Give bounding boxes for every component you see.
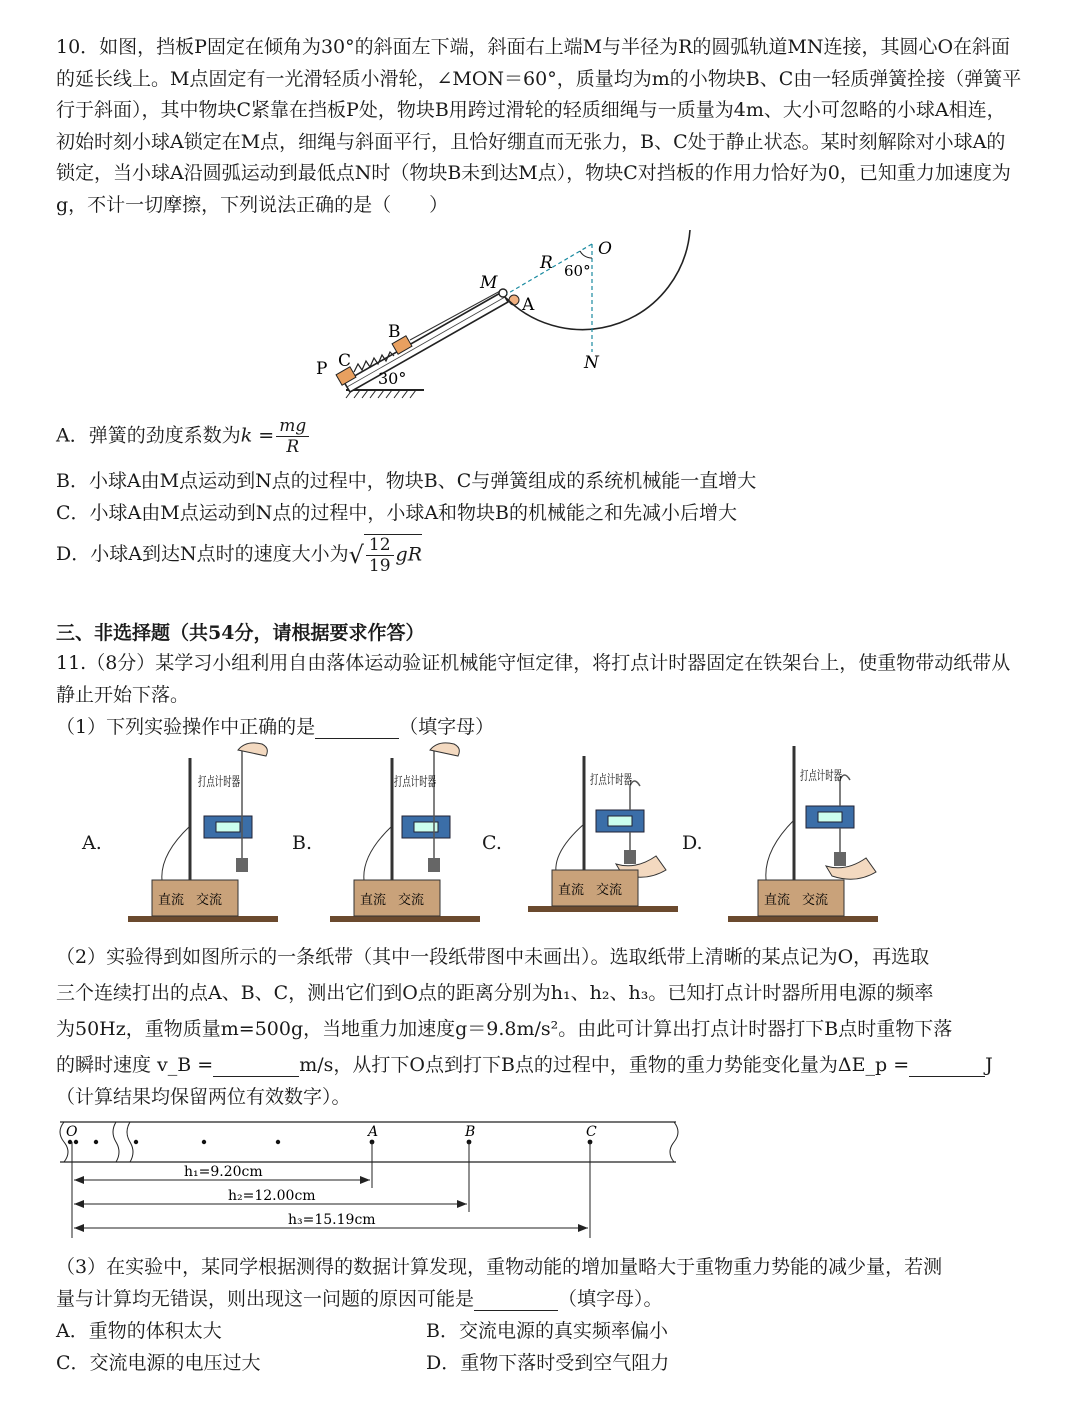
fig-b-ac: 交流 [398,893,425,908]
label-angle: 60° [564,262,591,280]
paper-tape-figure [56,1116,696,1242]
apparatus-figures [80,740,900,928]
q10-option-b: B．小球A由M点运动到N点的过程中，物块B、C与弹簧组成的系统机械能一直增大 [56,470,757,492]
fig-b-dc: 直流 [360,893,387,908]
q11-sub2-line2: 三个连续打出的点A、B、C，测出它们到O点的距离分别为h₁、h₂、h₃。已知打点计时器所用电源的频率 [56,982,934,1004]
q11-sub2-line3: 为50Hz，重物质量m=500g，当地重力加速度g＝9.8m/s²。由此可计算出打点计时器打下B点时重物下落 [56,1018,953,1040]
tape-label-o: O [66,1124,78,1140]
q10-option-a: A．弹簧的劲度系数为k = $\frac{mg}{R}$ [56,416,311,457]
q11-sub2-line1: （2）实验得到如图所示的一条纸带（其中一段纸带图中未画出）。选取纸带上清晰的某点记为O，再选取 [56,946,930,968]
q10-option-d: D．小球A到达N点时的速度大小为√ $\frac{12}{19}$ gR [56,535,422,576]
fig-d-ac: 交流 [802,893,829,908]
label-m: M [480,273,498,293]
tape-label-b: B [465,1124,476,1140]
fig-d-timer: 打点计时器 [800,769,866,784]
fig-d [724,740,900,926]
answer-blank-3[interactable] [474,1290,558,1311]
q11-sub3-line2: 量与计算均无错误，则出现这一问题的原因可能是 （填字母）。 [56,1288,663,1310]
label-n: N [584,353,599,373]
label-a: A [522,295,535,315]
q10-option-c: C．小球A由M点运动到N点的过程中，小球A和物块B的机械能之和先减小后增大 [56,502,738,524]
answer-blank-vb[interactable] [213,1056,299,1077]
fig-b-timer: 打点计时器 [394,775,460,790]
label-r: R [540,253,553,273]
q11-sub1: （1）下列实验操作中正确的是 （填字母） [56,716,495,738]
fig-a-ac: 交流 [196,893,223,908]
label-p: P [316,359,328,379]
q11-sub2-line4: 的瞬时速度 v_B = m/s，从打下O点到打下B点的过程中，重物的重力势能变化量为ΔE_p = J [56,1054,993,1076]
q11-sub3-line1: （3）在实验中，某同学根据测得的数据计算发现，重物动能的增加量略大于重物重力势能的减少量，若测 [56,1256,943,1278]
pulley [499,289,507,297]
label-c: C [338,351,352,371]
tape-label-h1: h₁=9.20cm [184,1164,263,1180]
q10-stem: 10．如图，挡板P固定在倾角为30°的斜面左下端，斜面右上端M与半径为R的圆弧轨道MN连接，其圆心O在斜面的延长线上。M点固定有一光滑轻质小滑轮，∠MON＝60°，质量均为m的小物块B、C由一轻质弹簧拴接（弹簧平行于斜面），其中物块C紧靠在挡板P处，物块B用跨过滑轮的轻质细绳与一质量为4m、大小可忽略的小球A相连，初始时刻小球A锁定在M点，细绳与斜面平行，且恰好绷直而无张力，B、C处于静止状态。某时刻解除对小球A的锁定，当小球A沿圆弧运动到最低点N时（物块B未到达M点），物块C对挡板的作用力恰好为0，已知重力加速度为g，不计一切摩擦，下列说法正确的是（ ） [56,36,1022,216]
q10-figure [300,222,720,402]
fig-d-letter: D. [682,832,703,854]
tape-label-h3: h₃=15.19cm [288,1212,376,1228]
label-o: O [598,239,612,259]
fig-b-letter: B. [292,832,313,854]
tape-label-a: A [368,1124,379,1140]
q11-option-a: A．重物的体积太大 [56,1320,222,1342]
tape-label-c: C [586,1124,597,1140]
fig-b [326,740,486,926]
ball-a [509,295,519,305]
q11-sub2-line5: （计算结果均保留两位有效数字）。 [56,1086,351,1108]
fig-c-letter: C. [482,832,502,854]
fig-a-dc: 直流 [158,893,185,908]
fig-c-dc: 直流 [558,883,585,898]
label-slope: 30° [378,369,407,388]
label-b: B [388,322,401,342]
fig-d-dc: 直流 [764,893,791,908]
q11-option-d: D．重物下落时受到空气阻力 [426,1352,670,1374]
fig-c [524,740,694,926]
fig-a-letter: A. [82,832,102,854]
answer-blank-ep[interactable] [909,1056,985,1077]
fig-c-timer: 打点计时器 [590,773,656,788]
tape-label-h2: h₂=12.00cm [228,1188,316,1204]
section-heading: 三、非选择题（共54分，请根据要求作答） [56,622,425,644]
q11-option-b: B．交流电源的真实频率偏小 [426,1320,668,1342]
q11-option-c: C．交流电源的电压过大 [56,1352,261,1374]
fig-a [124,740,284,926]
q11-intro: 11.（8分）某学习小组利用自由落体运动验证机械能守恒定律，将打点计时器固定在铁架台上，使重物带动纸带从静止开始下落。 [56,652,1011,706]
answer-blank-1[interactable] [315,718,399,739]
fig-a-timer: 打点计时器 [198,775,264,790]
fig-c-ac: 交流 [596,883,623,898]
